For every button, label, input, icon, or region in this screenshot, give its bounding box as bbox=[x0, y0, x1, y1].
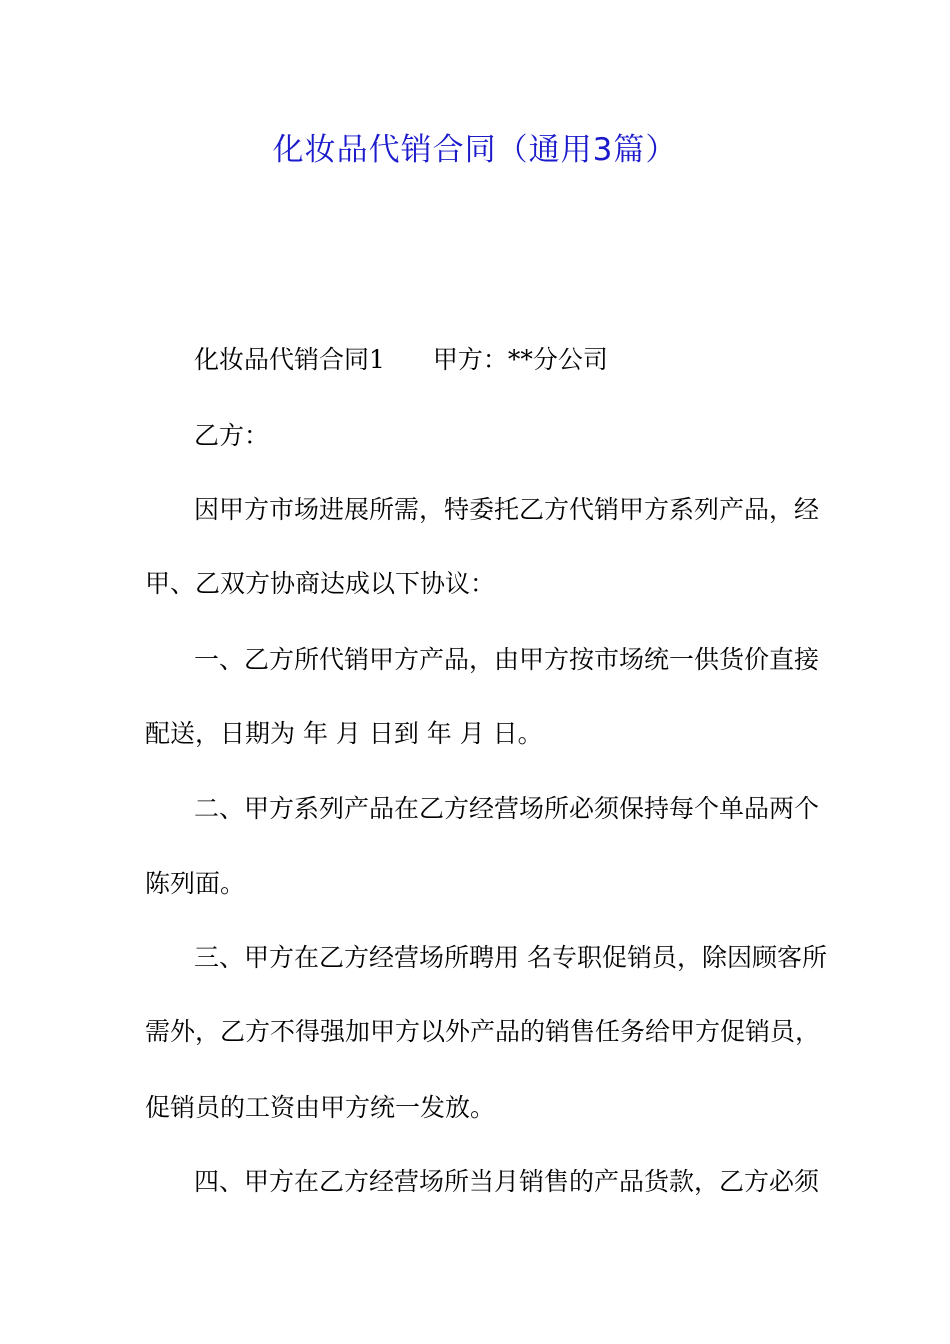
clause-3-line-1: 三、甲方在乙方经营场所聘用 名专职促销员，除因顾客所 bbox=[194, 943, 827, 972]
clause-2-line-2: 陈列面。 bbox=[145, 869, 246, 898]
document-title: 化妆品代销合同（通用3篇） bbox=[272, 132, 678, 168]
heading-line bbox=[0, 342, 950, 378]
paragraph-intro-line-1: 因甲方市场进展所需，特委托乙方代销甲方系列产品，经 bbox=[194, 495, 820, 524]
clause-1-line-1: 一、乙方所代销甲方产品，由甲方按市场统一供货价直接 bbox=[194, 645, 820, 674]
clause-3-line-2: 需外，乙方不得强加甲方以外产品的销售任务给甲方促销员， bbox=[145, 1017, 821, 1046]
clause-2-line-1: 二、甲方系列产品在乙方经营场所必须保持每个单品两个 bbox=[194, 794, 820, 823]
clause-4-line-1: 四、甲方在乙方经营场所当月销售的产品货款，乙方必须 bbox=[194, 1167, 820, 1196]
party-b-line: 乙方： bbox=[194, 421, 270, 450]
contract-heading: 化妆品代销合同1 bbox=[194, 345, 385, 374]
party-a-line: 甲方：**分公司 bbox=[432, 345, 608, 374]
clause-3-line-3: 促销员的工资由甲方统一发放。 bbox=[145, 1093, 496, 1122]
clause-1-line-2: 配送，日期为 年 月 日到 年 月 日。 bbox=[145, 719, 543, 748]
paragraph-intro-line-2: 甲、乙双方协商达成以下协议： bbox=[145, 569, 496, 598]
